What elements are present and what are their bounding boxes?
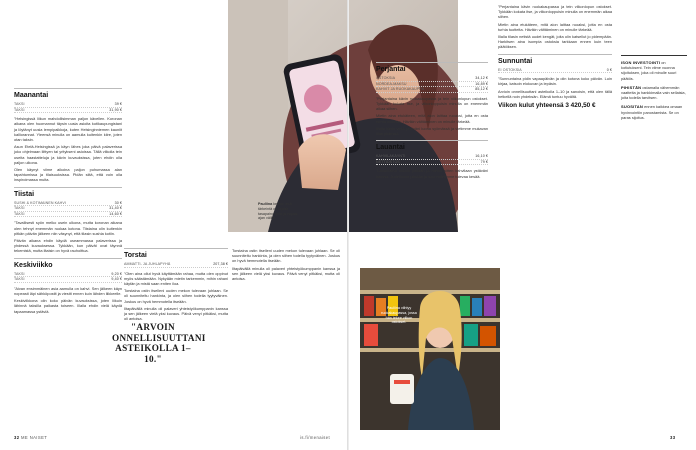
magazine-name: ME NAISET [21,435,48,440]
sidebar-box [621,52,687,124]
photo-illustration [360,268,500,430]
sidebar-entry [621,60,687,81]
expense-ledger [124,262,228,268]
ledger-row: OSTOKSIA 34,12 € [376,76,488,80]
body-paragraph: "Perjantaina kävin ruokakaupassa ja tein viikonlopun ostokset. Tykkään kokata itse, ja viikonloppuisin minulla on enemmän aikaa siihen. [498,4,612,20]
body-paragraph: "Lauantaina nukuin pitkään ja menin sitten kahvilaan ystäväni kanssa. Juttelimme pitkään ja suunnittelimme tulevaa kesää. [376,168,488,179]
page-gutter [347,0,349,450]
ledger-row: NORDEA-MAKSU 16,89 € [376,81,488,86]
body-paragraph: "Sunnuntaina pidin vapaapäivän ja olin kotona koko päivän. Luin kirjaa, katsoin elokuvan ja lepäsin. [498,76,612,87]
body-paragraph: Iltapäivällä minulla oli palaveri yhteistyökumppanin kanssa ja sen jälkeen vielä yksi kuvaus. Päivä venyi pitkäksi, mutta oli antoisa. [124,305,228,322]
ledger-row: TAKSI 31,90 € [14,107,122,112]
expense-ledger [376,76,488,93]
sidebar-entry [621,104,687,120]
body-paragraph: "Helsingissä liikun mahdollisimman paljon kävellen. Koronan aikana olen huomannut täysin uusia asioita kotikaupungistani ja löytänyt uusia lempipaikkoja, kuten Helsinginniemen kauniit kalliorannat. Yleensä minulla on aamulla kuitenkin kiire, joten otan taksin. [14,116,122,142]
ledger-row: TAKSI 9,40 € [14,277,122,282]
day-title: Maanantai [14,88,122,100]
right-column-1 [376,62,488,181]
day-section-sunday [498,54,612,99]
day-section-monday [14,88,122,183]
expense-ledger [14,102,122,113]
center-column [124,248,228,323]
pull-quote: "ARVOIN ONNELLISUUTTANI ASTEIKOLLA 1–10." [112,322,206,364]
page-number: 33 [670,435,676,440]
folio-right [670,435,675,440]
ledger-row: KAHVIT JA RUOKAKAUPPA 85,12 € [376,87,488,92]
right-column-2 [498,4,612,110]
body-paragraph: "Perjantaina kävin ruokakaupassa ja tein viikonlopun ostokset. Tykkään kokata itse, ja viikonloppuisin minulla on enemmän aikaa siihen. [376,95,488,112]
ledger-row: TAKSI 9,20 € [14,271,122,276]
body-paragraph: Mietin aina etukäteen, mitä aion laittaa ruoaksi, jotta en osta turhia tuotteita. Hävikin välttäminen on minulle tärkeää. [498,21,612,32]
day-title: Keskiviikko [14,258,122,270]
week-total: Viikon kulut yhteensä 3 420,50 € [498,102,596,110]
photo-top-caption [258,202,304,221]
body-paragraph: Torstaina ostin itselleni uuden mekon tulevaan juhlaan. Se oli suunniteltu hankinta, ja olen siihen todella tyytyväinen. Joskus on hyvä hemmotella itseään. [232,248,340,264]
expense-ledger [14,201,122,218]
ledger-row: TAKSI 14,60 € [14,211,122,216]
ledger-row: AMMATTI- JA JUHLAPYHÄ 207,38 € [124,262,228,266]
body-paragraph: Illalla kävin vielä ystäväni luona syömässä ja vietimme mukavan illan yhdessä. [376,125,488,136]
day-title: Lauantai [376,140,488,152]
body-paragraph: Olen käynyt viime aikoina paljon puhumassa alan tapahtumissa ja tilaisuuksissa. Pidän siitä, että voin olla inspiroimassa muita. [14,167,122,183]
day-section-tuesday [14,187,122,254]
body-paragraph: Keskiviikkona olin koko päivän kuvauksissa, joten liikuin lähinnä taksilla paikasta toiseen. Illalla ehdin vielä käydä tapaamassa ystäviä. [14,298,122,314]
body-paragraph: Torstaina ostin itselleni uuden mekon tulevaan juhlaan. Se oli suunniteltu hankinta, ja olen siihen todella tyytyväinen. Joskus on hyvä hemmotella itseään. [124,288,228,304]
body-paragraph: "Aivan ensimmäinen asia aamulla on kahvi. Sen jälkeen käyn nopeasti läpi sähköpostit ja viestit ennen kuin lähden liikkeelle. [14,285,122,297]
day-title: Tiistai [14,187,122,199]
body-paragraph: Arvioin onnellisuuttani asteikolla 1–10 ja sanoisin, että olen tällä hetkellä noin yhdeksän. Elämä tuntuu hyvältä. [498,88,612,99]
caption-text: kertoo, että tärkeintä on löytää tasapaino työn ja vapaa-ajan välillä. [258,202,299,221]
day-title: Sunnuntai [498,54,612,66]
sidebar-entry-text: ennen kaikkea omaan hyvinvointiin panostamista. Se on paras sijoitus. [621,104,683,120]
body-paragraph: Iltapäivällä minulla oli palaveri yhteistyökumppanin kanssa ja sen jälkeen vielä yksi kuvaus. Päivä venyi pitkäksi, mutta oli antoisa. [232,265,340,282]
expense-ledger [14,272,122,283]
body-paragraph: Illalla tilasin netistä uudet kengät, joita olin katsellut jo pidempään. Harkitsen aina isompia ostoksia tarkkaan ennen kuin teen päätöksen. [498,34,612,50]
body-paragraph: Mietin aina etukäteen, mitä aion laittaa ruoaksi, jotta en osta turhia tuotteita. Hävikin välttäminen on minulle tärkeää. [376,113,488,124]
photo-grocery-store [360,268,500,430]
body-paragraph: "Olen aina ollut hyvä käyttämään rahaa, mutta olen oppinut myös säästämään. Nykyään mietin tarkemmin, mihin rahani käytän ja mistä saan eniten iloa. [124,270,228,286]
sidebar-rule [621,55,687,56]
left-column [14,88,122,316]
ledger-row: TAKSI 39 € [14,102,122,106]
ledger-row: TAKSI 31,40 € [14,206,122,211]
expense-ledger [498,68,612,74]
ledger-row: SUSHI & KOTIMAINEN KAHVI 30 € [14,200,122,205]
expense-ledger [376,154,488,165]
sidebar-entry-head: SUOSITAN [621,104,643,110]
day-title: Perjantai [376,62,488,74]
sidebar-entry [621,85,687,101]
sidebar-entry-head: PIHISTÄN [621,84,642,90]
folio-center: is.fi/menaiset [300,435,331,440]
day-section-friday [376,62,488,136]
photo-bottom-caption: Pauliina viihtyy ruokakaupassa, jossa hän tekee viikon ostokset. [381,306,417,325]
sidebar-entry-text: ostamalla vähemmän vaatteita ja hankkimalla vain sellaisia, joita todella tarvitsen. [621,84,686,101]
ledger-row: NETTIOSTOS 79 € [376,159,488,164]
day-section-wednesday [14,258,122,314]
ledger-row: EI OSTOKSIA 0 € [498,67,612,72]
folio-left [14,435,47,440]
body-paragraph: Päivän aikana ehdin käydä useammassa palaverissa ja yhdessä kuvauksessa. Tykkään, kun päivät ovat täynnä tekemistä, mutta iltaisin on hyvä rauhoittua. [14,238,122,254]
page-number: 32 [14,435,20,440]
body-paragraph: "Tavallisesti syön melko usein ulkona, mutta koronan aikana olen tehnyt enemmän ruokaa kotona. Tiistaina olin kuitenkin pitkän päivän jälkeen niin väsynyt, että tilasin sushia kotiin. [14,220,122,236]
day-title: Torstai [124,248,228,260]
day-section-saturday [376,140,488,179]
center-right-column [232,248,340,283]
body-paragraph: Asun Etelä-Helsingissä ja käyn lähes joka päivä palaverissa joko ohjelmaan liittyen tai yritykseni asioissa. Tällä viikolla tein useita haastatteluja ja kävin kuvauksissa, joten ehdin olla paljon ulkona. [14,144,122,165]
sidebar-entry-head: ISON INVESTOINTI [621,60,661,65]
sidebar-entry-text: on kotiutukseni. Tein viime vuonna sijoituksen, joka oli minulle suuri päätös. [621,60,677,81]
ledger-row: KAHVILAKÄYNTI 16,10 € [376,154,488,159]
caption-name: Pauliina [258,202,273,206]
